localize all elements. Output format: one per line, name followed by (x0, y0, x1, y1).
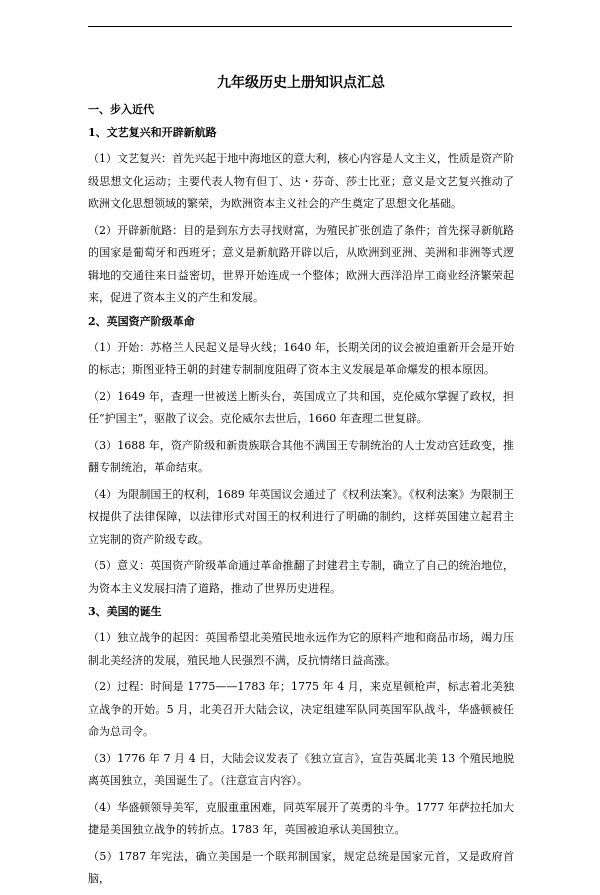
section-heading: 3、美国的诞生 (88, 605, 162, 618)
paragraph: （5）1787 年宪法，确立美国是一个联邦制国家，规定总统是国家元首，又是政府首脑， (88, 849, 514, 885)
paragraph: （2）开辟新航路：目的是到东方去寻找财富，为殖民扩张创造了条件；首先探寻新航路的国家是葡萄牙和西班牙；意义是新航路开辟以后，从欧洲到亚洲、美洲和非洲等式逻辑地的交通往来日益密切，世界开始连成一个整体；欧洲大西洋沿岸工商业经济繁荣起来，促进了资本主义的产生和发展。 (88, 223, 514, 304)
unit-heading: 一、步入近代 (88, 103, 154, 116)
header-rule (88, 26, 512, 27)
paragraph: （4）华盛顿领导美军，克服重重困难，同英军展开了英勇的斗争。1777 年萨拉托加大捷是美国独立战争的转折点。1783 年，英国被迫承认美国独立。 (88, 800, 514, 836)
paragraph: （4）为限制国王的权利，1689 年英国议会通过了《权利法案》。《权利法案》为限制王权提供了法律保障，以法律形式对国王的权利进行了明确的制约，这样英国建立起君主立宪制的资产阶级专政。 (88, 487, 514, 546)
document-title: 九年级历史上册知识点汇总 (217, 75, 385, 91)
paragraph: （2）过程：时间是 1775——1783 年；1775 年 4 月，来克星顿枪声，标志着北美独立战争的开始。5 月，北美召开大陆会议，决定组建军队同英国军队战斗，华盛顿被任命为总司令。 (88, 680, 514, 738)
paragraph: （3）1688 年，资产阶级和新贵族联合其他不满国王专制统治的人士发动宫廷政变，推翻专制统治，革命结束。 (88, 438, 514, 474)
document-body (88, 74, 514, 895)
paragraph: （2）1649 年，查理一世被送上断头台，英国成立了共和国，克伦威尔掌握了政权，担任“护国主”，驱散了议会。克伦威尔去世后，1660 年查理二世复辟。 (88, 389, 514, 425)
section-heading: 1、文艺复兴和开辟新航路 (88, 126, 217, 139)
paragraph: （1）独立战争的起因：英国希望北美殖民地永远作为它的原料产地和商品市场，竭力压制北美经济的发展，殖民地人民强烈不满，反抗情绪日益高涨。 (88, 631, 514, 667)
paragraph: （1）开始：苏格兰人民起义是导火线；1640 年，长期关闭的议会被迫重新开会是开始的标志；斯图亚特王朝的封建专制制度阻碍了资本主义发展是革命爆发的根本原因。 (88, 340, 514, 376)
section-heading: 2、英国资产阶级革命 (88, 314, 195, 328)
paragraph: （5）意义：英国资产阶级革命通过革命推翻了封建君主专制，确立了自己的统治地位，为资本主义发展扫清了道路，推动了世界历史进程。 (88, 559, 514, 595)
paragraph: （1）文艺复兴：首先兴起于地中海地区的意大利，核心内容是人文主义，性质是资产阶级思想文化运动；主要代表人物有但丁、达・芬奇、莎士比亚；意义是文艺复兴推动了欧洲文化思想领域的繁荣，为欧洲资本主义社会的产生奠定了思想文化基础。 (88, 152, 514, 210)
paragraph: （3）1776 年 7 月 4 日，大陆会议发表了《独立宣言》，宣告英属北美 13 个殖民地脱离英国独立，美国诞生了。（注意宣言内容）。 (88, 751, 514, 787)
